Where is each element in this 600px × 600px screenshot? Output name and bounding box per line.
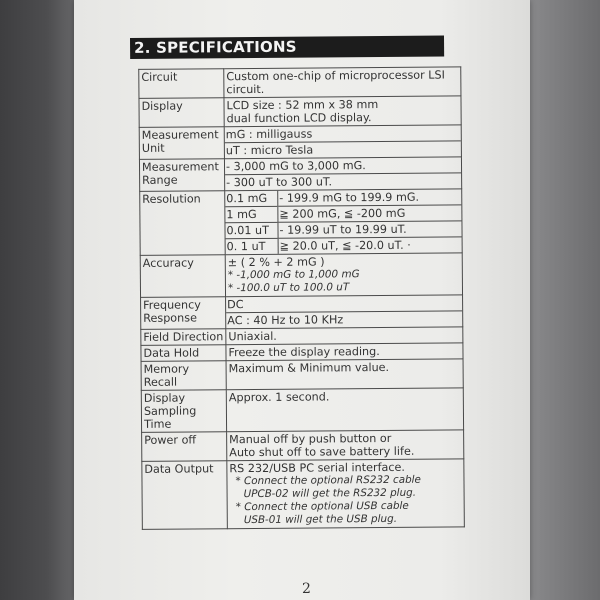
value-line: LCD size : 52 mm x 38 mm <box>226 98 379 113</box>
spec-value: Approx. 1 second. <box>226 388 463 432</box>
resolution-step: 1 mG <box>225 206 278 222</box>
specifications-table <box>138 66 465 530</box>
resolution-entry <box>225 189 461 206</box>
value-line: ± ( 2 % + 2 mG ) <box>227 255 325 270</box>
spec-row-memory-recall <box>141 359 463 391</box>
resolution-subtable <box>225 189 461 254</box>
value-line: circuit. <box>226 82 265 97</box>
label-line: Measurement <box>141 128 219 142</box>
accuracy-note: * -100.0 uT to 100.0 uT <box>227 281 350 295</box>
value-line: uT : micro Tesla <box>225 141 461 158</box>
spec-row-measurement-unit <box>139 125 461 160</box>
spec-label <box>139 159 224 192</box>
label-line: Response <box>143 311 197 325</box>
value-line: - 300 uT to 300 uT. <box>225 173 461 190</box>
resolution-range: ≧ 200 mG, ≦ -200 mG <box>278 205 462 222</box>
spec-row-frequency-response <box>141 295 463 330</box>
spec-label: Circuit <box>139 69 224 99</box>
spec-label: Memory Recall <box>141 361 226 391</box>
spec-label: Data Hold <box>141 345 226 362</box>
spec-label: Accuracy <box>140 255 225 298</box>
value-line: Auto shut off to save battery life. <box>229 444 415 460</box>
spec-label <box>141 297 226 330</box>
spec-value <box>224 67 461 98</box>
spec-row-sampling-time <box>141 388 463 433</box>
label-line: Unit <box>141 141 165 155</box>
unit-subtable <box>225 125 461 158</box>
accuracy-note: * -1,000 mG to 1,000 mG <box>227 268 360 282</box>
value-line: DC <box>227 298 244 312</box>
label-line: Sampling Time <box>143 404 197 431</box>
resolution-step: 0. 1 uT <box>226 238 279 254</box>
resolution-range: - 199.9 mG to 199.9 mG. <box>279 190 420 205</box>
spec-value <box>226 295 463 329</box>
spec-value <box>224 125 461 159</box>
spec-value <box>227 430 464 461</box>
value-line: mG : milligauss <box>225 127 313 142</box>
label-line: Range <box>142 173 178 187</box>
resolution-range: - 19.99 uT to 19.99 uT. <box>278 221 462 238</box>
value-line: RS 232/USB PC serial interface. <box>229 460 406 476</box>
resolution-step: 0.01 uT <box>225 222 278 238</box>
spec-label: Power off <box>142 432 227 462</box>
spec-label <box>141 390 226 433</box>
spec-label <box>139 127 224 160</box>
frequency-subtable <box>226 295 462 328</box>
spec-value: Maximum & Minimum value. <box>226 359 463 390</box>
resolution-entry <box>226 237 462 254</box>
spec-label: Field Direction <box>141 329 226 346</box>
spec-row-resolution <box>140 189 462 256</box>
spec-row-circuit <box>139 67 461 99</box>
spec-row-measurement-range <box>139 157 461 192</box>
background-right <box>528 0 600 600</box>
manual-page <box>74 0 530 600</box>
spec-value <box>224 96 461 127</box>
resolution-entry <box>225 205 461 223</box>
output-note: USB-01 will get the USB plug. <box>243 512 398 527</box>
range-subtable <box>225 157 461 190</box>
spec-row-data-output <box>142 459 465 530</box>
spec-value <box>227 459 465 529</box>
resolution-step: 0.1 mG <box>225 191 278 207</box>
spec-row-accuracy <box>140 253 462 298</box>
resolution-range: ≧ 20.0 uT, ≦ -20.0 uT. · <box>278 237 462 254</box>
background-left <box>0 0 78 600</box>
spec-row-power-off <box>142 430 464 462</box>
label-line: Display <box>143 391 186 405</box>
output-note: * Connect the optional USB cable <box>235 499 409 514</box>
label-line: Frequency <box>143 298 201 312</box>
spec-value: Freeze the display reading. <box>226 343 463 361</box>
spec-label: Resolution <box>140 191 226 256</box>
output-note: * Connect the optional RS232 cable <box>235 473 421 488</box>
spec-label: Data Output <box>142 461 228 530</box>
resolution-entry <box>225 221 461 239</box>
value-line: dual function LCD display. <box>226 111 372 126</box>
output-note: UPCB-02 will get the RS232 plug. <box>243 486 417 501</box>
value-line: - 3,000 mG to 3,000 mG. <box>225 159 366 174</box>
page-number: 2 <box>302 581 311 597</box>
spec-value <box>224 157 461 191</box>
value-line: Custom one-chip of microprocessor LSI <box>226 68 445 84</box>
label-line: Measurement <box>141 160 219 174</box>
spec-value <box>225 189 462 255</box>
value-line: AC : 40 Hz to 10 KHz <box>226 311 462 328</box>
value-line: Manual off by push button or <box>229 431 392 447</box>
spec-value <box>225 253 462 297</box>
section-heading: 2. SPECIFICATIONS <box>130 36 444 59</box>
spec-label: Display <box>139 98 224 128</box>
page-content <box>126 35 530 530</box>
spec-value: Uniaxial. <box>226 327 463 345</box>
spec-row-display <box>139 96 461 128</box>
